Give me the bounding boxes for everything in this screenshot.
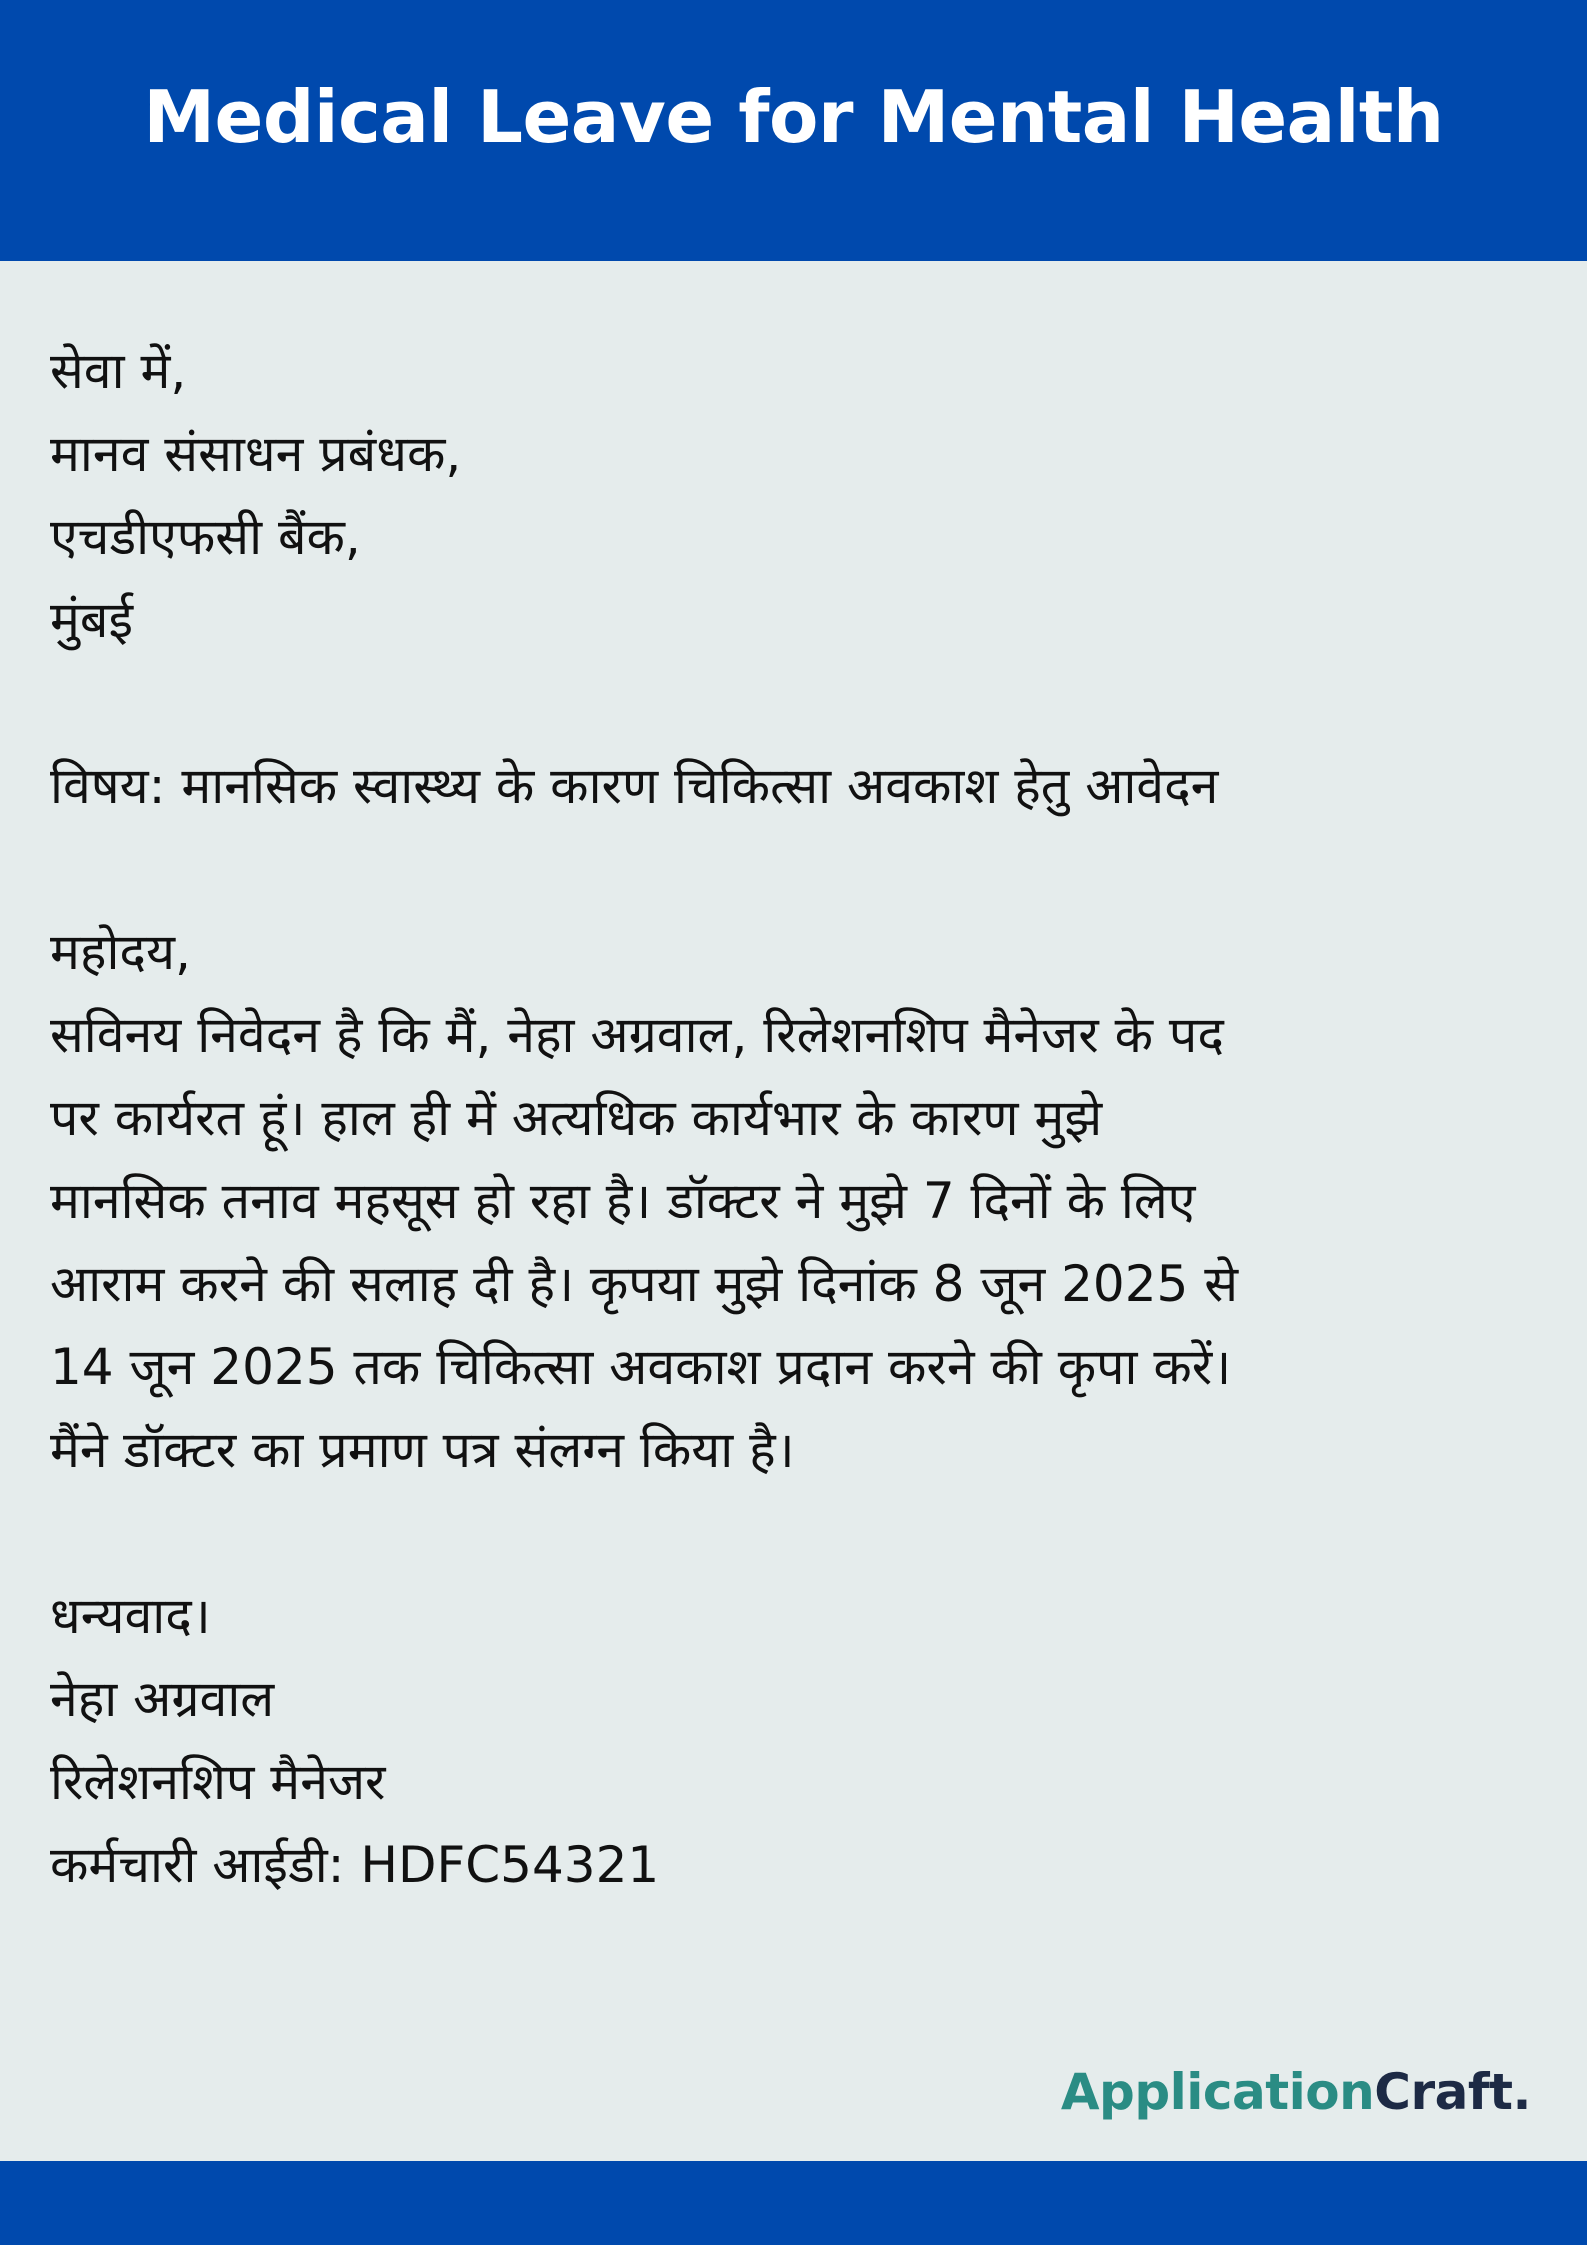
spacer xyxy=(50,828,1540,911)
brand-logo-part2: Craft. xyxy=(1374,2063,1531,2121)
signature-designation: रिलेशनशिप मैनेजर xyxy=(50,1753,386,1811)
body-line: आराम करने की सलाह दी है। कृपया मुझे दिनांक 8 जून 2025 से xyxy=(50,1255,1239,1313)
body-paragraph xyxy=(50,994,1540,1492)
spacer xyxy=(50,1492,1540,1575)
letter-body xyxy=(50,330,1540,1907)
signature-block xyxy=(50,1658,1540,1907)
address-line: मानव संसाधन प्रबंधक, xyxy=(50,425,462,483)
address-line: मुंबई xyxy=(50,591,133,649)
closing: धन्यवाद। xyxy=(50,1587,211,1645)
recipient-address xyxy=(50,330,1540,662)
spacer xyxy=(50,662,1540,745)
body-line: पर कार्यरत हूं। हाल ही में अत्यधिक कार्यभार के कारण मुझे xyxy=(50,1089,1103,1147)
brand-logo xyxy=(1061,2062,1531,2122)
header-bar xyxy=(0,0,1587,261)
footer-bar xyxy=(0,2161,1587,2245)
brand-logo-part1: Application xyxy=(1060,2063,1375,2121)
body-line: सविनय निवेदन है कि मैं, नेहा अग्रवाल, रिलेशनशिप मैनेजर के पद xyxy=(50,1006,1224,1064)
body-line: 14 जून 2025 तक चिकित्सा अवकाश प्रदान करने की कृपा करें। xyxy=(50,1338,1232,1396)
body-line: मैंने डॉक्टर का प्रमाण पत्र संलग्न किया है। xyxy=(50,1421,795,1479)
page-title: Medical Leave for Mental Health xyxy=(143,75,1444,159)
signature-name: नेहा अग्रवाल xyxy=(50,1670,275,1728)
address-line: सेवा में, xyxy=(50,342,187,400)
salutation: महोदय, xyxy=(50,923,191,981)
employee-id: कर्मचारी आईडी: HDFC54321 xyxy=(50,1836,660,1894)
address-line: एचडीएफसी बैंक, xyxy=(50,508,361,566)
body-line: मानसिक तनाव महसूस हो रहा है। डॉक्टर ने मुझे 7 दिनों के लिए xyxy=(50,1172,1196,1230)
subject-line: विषय: मानसिक स्वास्थ्य के कारण चिकित्सा अवकाश हेतु आवेदन xyxy=(50,757,1219,815)
